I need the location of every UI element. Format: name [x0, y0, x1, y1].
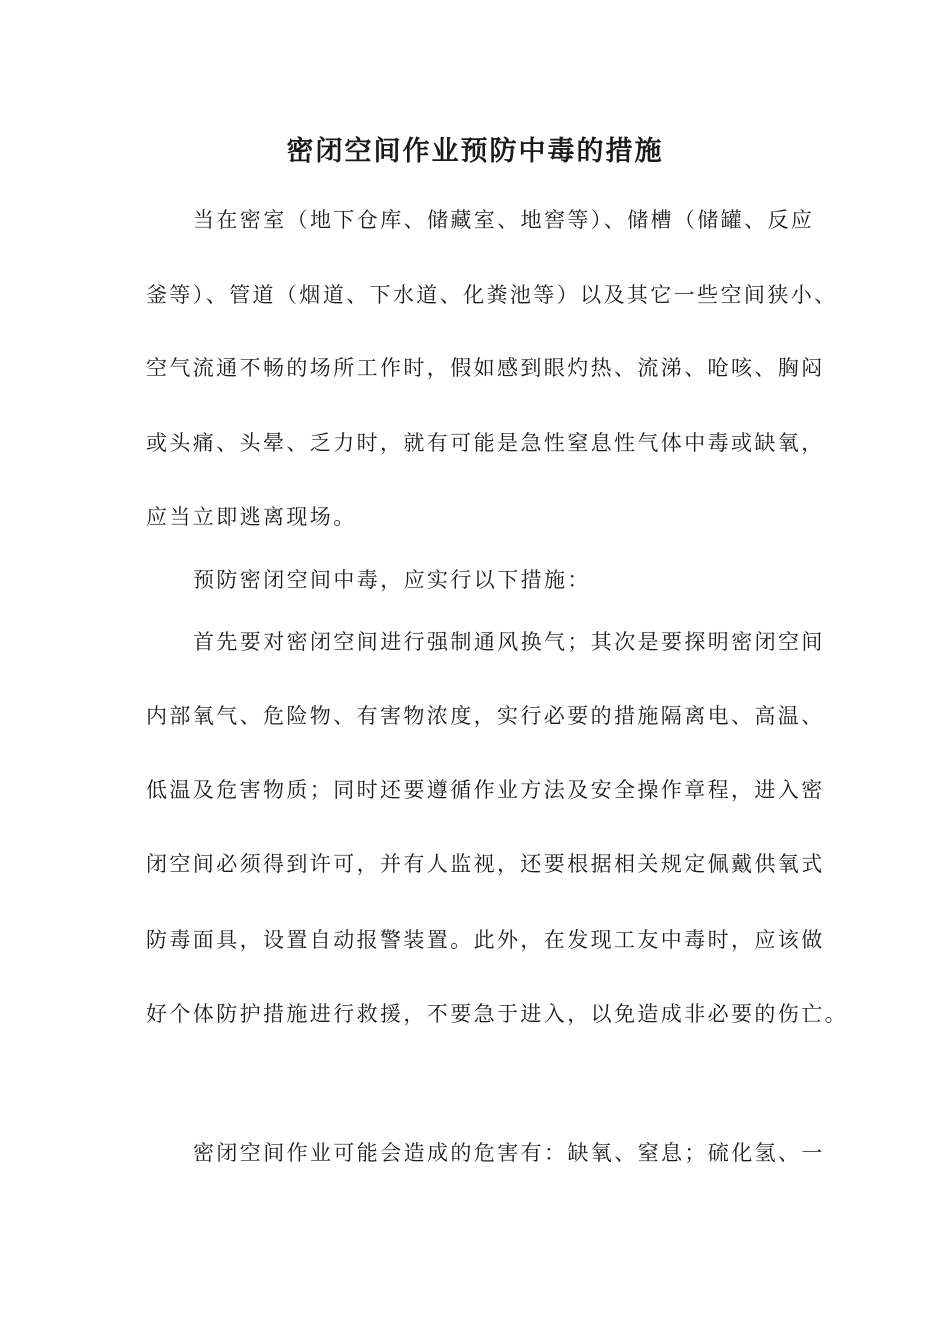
paragraph-1-line-1: 当在密室（地下仓库、储藏室、地窖等）、储槽（储罐、反应: [193, 208, 815, 232]
paragraph-4-line-1: 密闭空间作业可能会造成的危害有：缺氧、窒息；硫化氢、一: [193, 1141, 825, 1165]
document-title: 密闭空间作业预防中毒的措施: [286, 136, 664, 167]
paragraph-1-line-4: 或头痛、头晕、乏力时，就有可能是急性窒息性气体中毒或缺氧，: [146, 431, 825, 455]
paragraph-1-line-3: 空气流通不畅的场所工作时，假如感到眼灼热、流涕、呛咳、胸闷: [146, 356, 825, 380]
paragraph-3-line-1: 首先要对密闭空间进行强制通风换气；其次是要探明密闭空间: [193, 630, 825, 654]
paragraph-2-line-1: 预防密闭空间中毒，应实行以下措施：: [193, 568, 591, 592]
paragraph-3-line-2: 内部氧气、危险物、有害物浓度，实行必要的措施隔离电、高温、: [146, 704, 825, 728]
paragraph-3-line-5: 防毒面具，设置自动报警装置。此外，在发现工友中毒时，应该做: [146, 928, 825, 952]
paragraph-3-line-6: 好个体防护措施进行救援，不要急于进入，以免造成非必要的伤亡。: [146, 1002, 848, 1026]
paragraph-1-line-5: 应当立即逃离现场。: [146, 505, 357, 529]
paragraph-3-line-3: 低温及危害物质；同时还要遵循作业方法及安全操作章程，进入密: [146, 778, 825, 802]
paragraph-1-line-2: 釜等）、管道（烟道、下水道、化粪池等）以及其它一些空间狭小、: [146, 283, 838, 307]
paragraph-3-line-4: 闭空间必须得到许可，并有人监视，还要根据相关规定佩戴供氧式: [146, 852, 825, 876]
